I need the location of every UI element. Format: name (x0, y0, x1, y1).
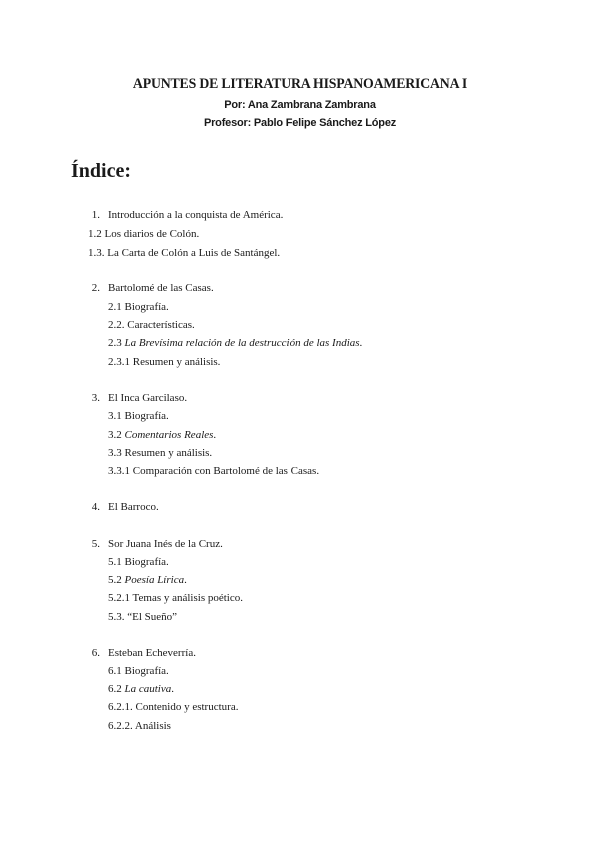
index-entry-label: Introducción a la conquista de América. (108, 209, 284, 221)
index-entry-prefix: 3.2 (108, 429, 125, 441)
index-entry-italic-title: La cautiva (124, 683, 172, 695)
index-entry-italic-title: Comentarios Reales (124, 429, 214, 441)
index-entry-label: Esteban Echeverría. (108, 647, 196, 659)
index-entry-number: 5. (91, 538, 100, 550)
index-entry-italic-title: Poesía Lírica (124, 574, 185, 586)
index-heading: Índice: (71, 160, 131, 182)
index-entry-3-3: 3.3 Resumen y análisis. (108, 447, 213, 459)
index-entry-2-3-1: 2.3.1 Resumen y análisis. (108, 356, 221, 368)
index-entry-italic-title: La Brevísima relación de la destrucción de las Indias (124, 337, 360, 349)
index-entry-6-1: 6.1 Biografía. (108, 665, 169, 677)
index-entry-1-3: 1.3. La Carta de Colón a Luis de Santángel. (88, 247, 281, 259)
index-entry-number: 1. (91, 209, 100, 221)
index-entry-5-1: 5.1 Biografía. (108, 556, 169, 568)
index-entry-1-2: 1.2 Los diarios de Colón. (88, 228, 200, 240)
index-entry-prefix: 5.2 (108, 574, 125, 586)
teacher-line: Profesor: Pablo Felipe Sánchez López (203, 117, 397, 129)
index-entry-6-2-1: 6.2.1. Contenido y estructura. (108, 701, 239, 713)
index-entry-number: 4. (91, 501, 100, 513)
author-line: Por: Ana Zambrana Zambrana (224, 99, 376, 111)
index-entry-label: El Inca Garcilaso. (108, 392, 188, 404)
index-entry-suffix: . (184, 574, 187, 586)
index-entry-label: Bartolomé de las Casas. (108, 282, 214, 294)
index-entry-number: 2. (91, 282, 100, 294)
index-entry-5-2 (108, 573, 187, 587)
index-entry-2-3 (108, 336, 362, 350)
index-entry-suffix: . (359, 337, 363, 349)
index-entry-3-3-1: 3.3.1 Comparación con Bartolomé de las Casas. (108, 465, 320, 477)
index-entry-2-2: 2.2. Características. (108, 319, 195, 331)
index-entry-6-2-2: 6.2.2. Análisis (108, 720, 171, 732)
index-entry-6-2 (108, 682, 174, 696)
index-entry-5-2-1: 5.2.1 Temas y análisis poético. (108, 592, 243, 604)
index-entry-label: Sor Juana Inés de la Cruz. (108, 538, 223, 550)
index-entry-suffix: . (213, 429, 217, 441)
index-entry-number: 6. (91, 647, 100, 659)
index-entry-2-1: 2.1 Biografía. (108, 301, 169, 313)
index-entry-prefix: 6.2 (108, 683, 125, 695)
index-entry-5-3: 5.3. “El Sueño” (108, 611, 178, 623)
index-entry-label: El Barroco. (108, 501, 159, 513)
document-title: APUNTES DE LITERATURA HISPANOAMERICANA I (132, 76, 468, 92)
index-entry-prefix: 2.3 (108, 337, 125, 349)
index-entry-suffix: . (171, 683, 174, 695)
index-entry-number: 3. (91, 392, 100, 404)
index-entry-3-2 (108, 428, 216, 442)
index-entry-3-1: 3.1 Biografía. (108, 410, 169, 422)
